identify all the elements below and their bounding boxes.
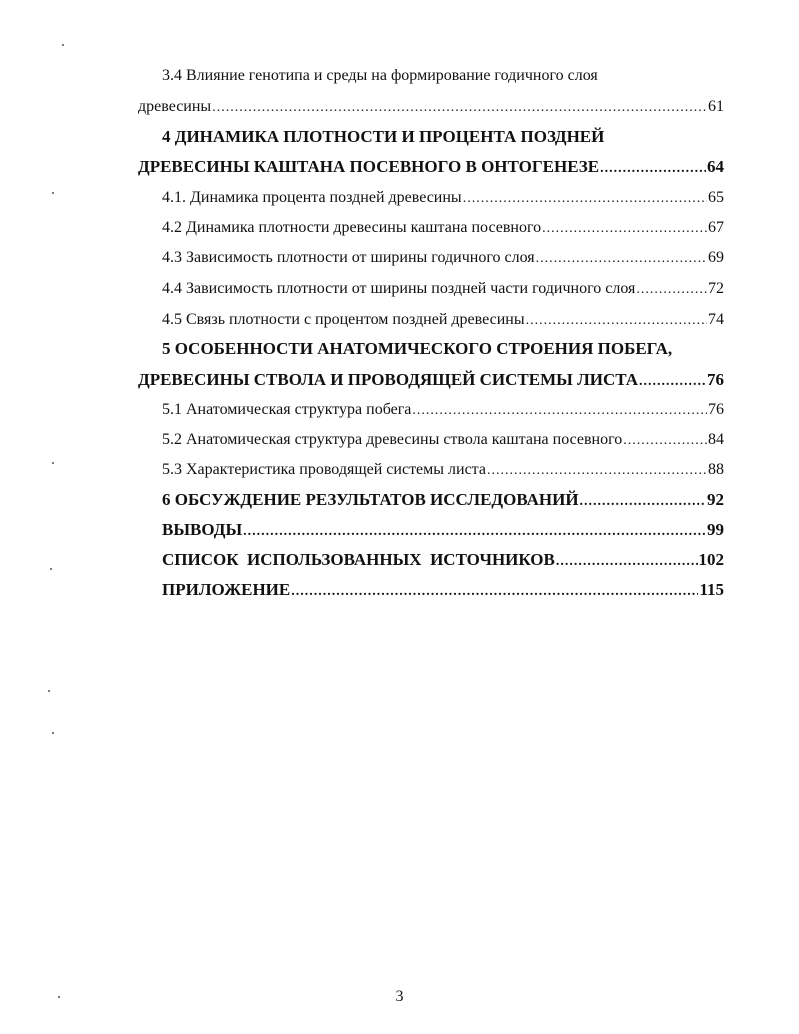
toc-section-title: 4.1. Динамика процента поздней древесины: [162, 189, 462, 206]
toc-leader: [291, 582, 698, 602]
toc-leader: [580, 492, 706, 512]
toc-leader: [212, 98, 707, 118]
scan-speck: [50, 568, 52, 570]
toc-leader: [487, 461, 707, 481]
toc-page-number: 76: [708, 401, 724, 418]
toc-leader: [536, 249, 707, 269]
toc-page-number: 64: [707, 157, 724, 176]
toc-section: [162, 460, 724, 481]
toc-page-number: 99: [707, 520, 724, 539]
toc-leader: [463, 189, 707, 209]
appendix: [162, 580, 724, 602]
toc-page-number: 65: [708, 189, 724, 206]
scan-speck: [52, 462, 54, 464]
toc-leader: [412, 401, 707, 421]
toc-section: [162, 248, 724, 269]
toc-page-number: 84: [708, 431, 724, 448]
toc-leader: [623, 431, 707, 451]
toc-page-number: 115: [699, 580, 724, 599]
toc-page-number: 69: [708, 249, 724, 266]
toc-leader: [639, 372, 706, 392]
toc-section: [162, 188, 724, 209]
toc-leader: [600, 159, 706, 179]
scan-speck: [52, 732, 54, 734]
toc-page-number: 102: [698, 550, 724, 569]
references-title: СПИСОК ИСПОЛЬЗОВАННЫХ ИСТОЧНИКОВ: [162, 550, 555, 569]
toc-leader: [636, 280, 707, 300]
toc-section-title: 4.2 Динамика плотности древесины каштана посевного: [162, 219, 542, 236]
chapter-5-line2: ДРЕВЕСИНЫ СТВОЛА И ПРОВОДЯЩЕЙ СИСТЕМЫ ЛИСТА: [138, 370, 639, 389]
chapter-4-line1: 4 ДИНАМИКА ПЛОТНОСТИ И ПРОЦЕНТА ПОЗДНЕЙ: [162, 127, 605, 146]
toc-section-title: 4.5 Связь плотности с процентом поздней древесины: [162, 311, 525, 328]
toc-section-title: 5.1 Анатомическая структура побега: [162, 401, 412, 418]
toc-leader: [542, 219, 707, 239]
toc-page-number: 92: [707, 490, 724, 509]
toc-section: [162, 218, 724, 239]
appendix-title: ПРИЛОЖЕНИЕ: [162, 580, 291, 599]
chapter-5-line1: 5 ОСОБЕННОСТИ АНАТОМИЧЕСКОГО СТРОЕНИЯ ПОБЕГА,: [162, 339, 673, 358]
chapter-4-line2: ДРЕВЕСИНЫ КАШТАНА ПОСЕВНОГО В ОНТОГЕНЕЗЕ: [138, 157, 600, 176]
toc-section: [162, 430, 724, 451]
toc-section: [162, 279, 724, 300]
conclusions: [162, 520, 724, 542]
toc-section-title: 4.4 Зависимость плотности от ширины поздней части годичного слоя: [162, 280, 636, 297]
toc-section-title: 5.3 Характеристика проводящей системы листа: [162, 461, 486, 478]
toc-page-number: 67: [708, 219, 724, 236]
page-number: 3: [395, 988, 404, 1005]
toc-page-number: 61: [708, 98, 724, 115]
toc-section-title: 4.3 Зависимость плотности от ширины годичного слоя: [162, 249, 535, 266]
toc-entry-3-4: [138, 97, 724, 118]
chapter-5: [138, 370, 724, 392]
toc-leader: [556, 552, 698, 572]
references: [162, 550, 724, 572]
toc-entry-3-4-line2: древесины: [138, 98, 212, 115]
scan-speck: [62, 44, 64, 46]
toc-leader: [243, 522, 706, 542]
toc-section: [162, 400, 724, 421]
chapter-6-title: 6 ОБСУЖДЕНИЕ РЕЗУЛЬТАТОВ ИССЛЕДОВАНИЙ: [162, 490, 579, 509]
toc-page-number: 88: [708, 461, 724, 478]
toc-section-title: 5.2 Анатомическая структура древесины ствола каштана посевного: [162, 431, 623, 448]
toc-section: [162, 310, 724, 331]
toc-page-number: 74: [708, 311, 724, 328]
scan-speck: [48, 690, 50, 692]
scan-speck: [52, 192, 54, 194]
toc-entry-3-4-line1: 3.4 Влияние генотипа и среды на формирование годичного слоя: [162, 67, 598, 84]
chapter-6: [162, 490, 724, 512]
chapter-4: [138, 157, 724, 179]
scan-speck: [58, 996, 60, 998]
toc-page-number: 76: [707, 370, 724, 389]
toc-leader: [526, 311, 707, 331]
conclusions-title: ВЫВОДЫ: [162, 520, 243, 539]
toc-page-number: 72: [708, 280, 724, 297]
